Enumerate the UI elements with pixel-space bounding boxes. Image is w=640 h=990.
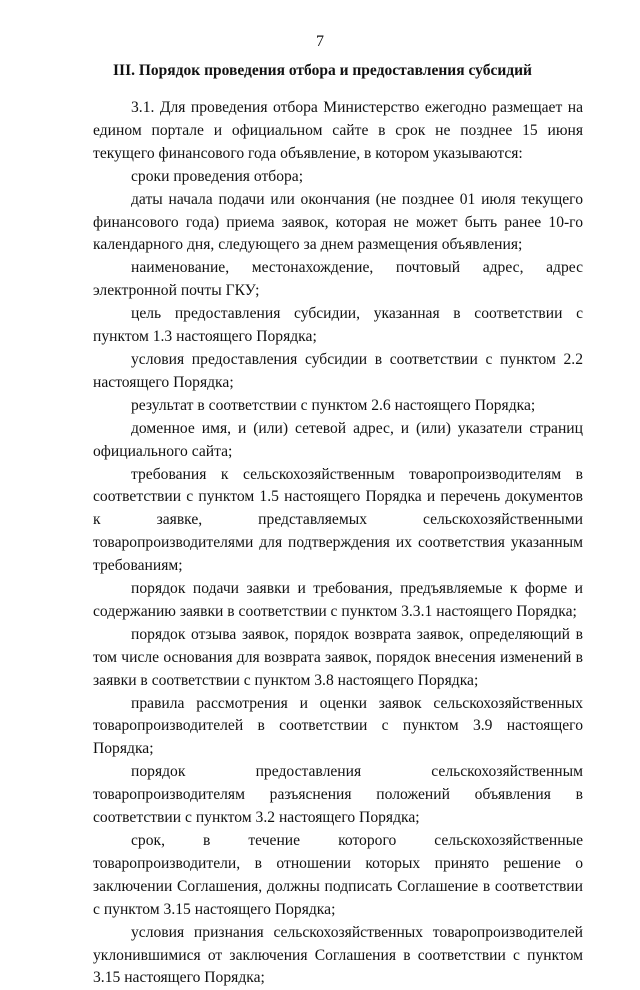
paragraph: порядок подачи заявки и требования, предъявляемые к форме и содержанию заявки в соответствии с пунктом 3.3.1 настоящего Порядка; [93,580,583,620]
paragraph: доменное имя, и (или) сетевой адрес, и (или) указатели страниц официального сайта; [93,419,583,460]
paragraph: результат в соответствии с пунктом 2.6 настоящего Порядка; [131,396,536,414]
document-body [93,97,583,990]
paragraph: цель предоставления субсидии, указанная в соответствии с пунктом 1.3 настоящего Порядка; [93,305,583,346]
paragraph: условия предоставления субсидии в соответствии с пунктом 2.2 настоящего Порядка; [93,350,583,391]
page-number: 7 [316,33,324,50]
section-heading: III. Порядок проведения отбора и предоставления субсидий [113,62,532,79]
paragraph: наименование, местонахождение, почтовый адрес, адрес электронной почты ГКУ; [93,259,583,300]
paragraph: 3.1. Для проведения отбора Министерство ежегодно размещает на едином портале и официальном сайте в срок не позднее 15 июня текущего финансового года объявление, в котором указываются: [93,99,583,162]
paragraph: условия признания сельскохозяйственных товаропроизводителей уклонившимися от заключения Соглашения в соответствии с пунктом 3.15 настоящего Порядка; [93,923,583,987]
paragraph: требования к сельскохозяйственным товаропроизводителям в соответствии с пунктом 1.5 настоящего Порядка и перечень документов к заявке, представляемых сельскохозяйственными товаропроизводителями для подтверждения их соответствия указанным требованиям; [93,465,583,575]
paragraph: даты начала подачи или окончания (не позднее 01 июля текущего финансового года) приема заявок, которая не может быть ранее 10-го календарного дня, следующего за днем размещения объявления; [93,190,583,254]
paragraph: сроки проведения отбора; [131,167,304,185]
paragraph: порядок предоставления сельскохозяйственным товаропроизводителям разъяснения положений объявления в соответствии с пунктом 3.2 настоящего Порядка; [93,763,583,827]
paragraph: порядок отзыва заявок, порядок возврата заявок, определяющий в том числе основания для возврата заявок, порядок внесения изменений в заявки в соответствии с пунктом 3.8 настоящего Порядка; [93,625,583,689]
paragraph: правила рассмотрения и оценки заявок сельскохозяйственных товаропроизводителей в соответствии с пунктом 3.9 настоящего Порядка; [93,694,583,758]
paragraph: срок, в течение которого сельскохозяйственные товаропроизводители, в отношении которых принято решение о заключении Соглашения, должны подписать Соглашение в соответствии с пунктом 3.15 настоящего Порядка; [93,832,583,918]
